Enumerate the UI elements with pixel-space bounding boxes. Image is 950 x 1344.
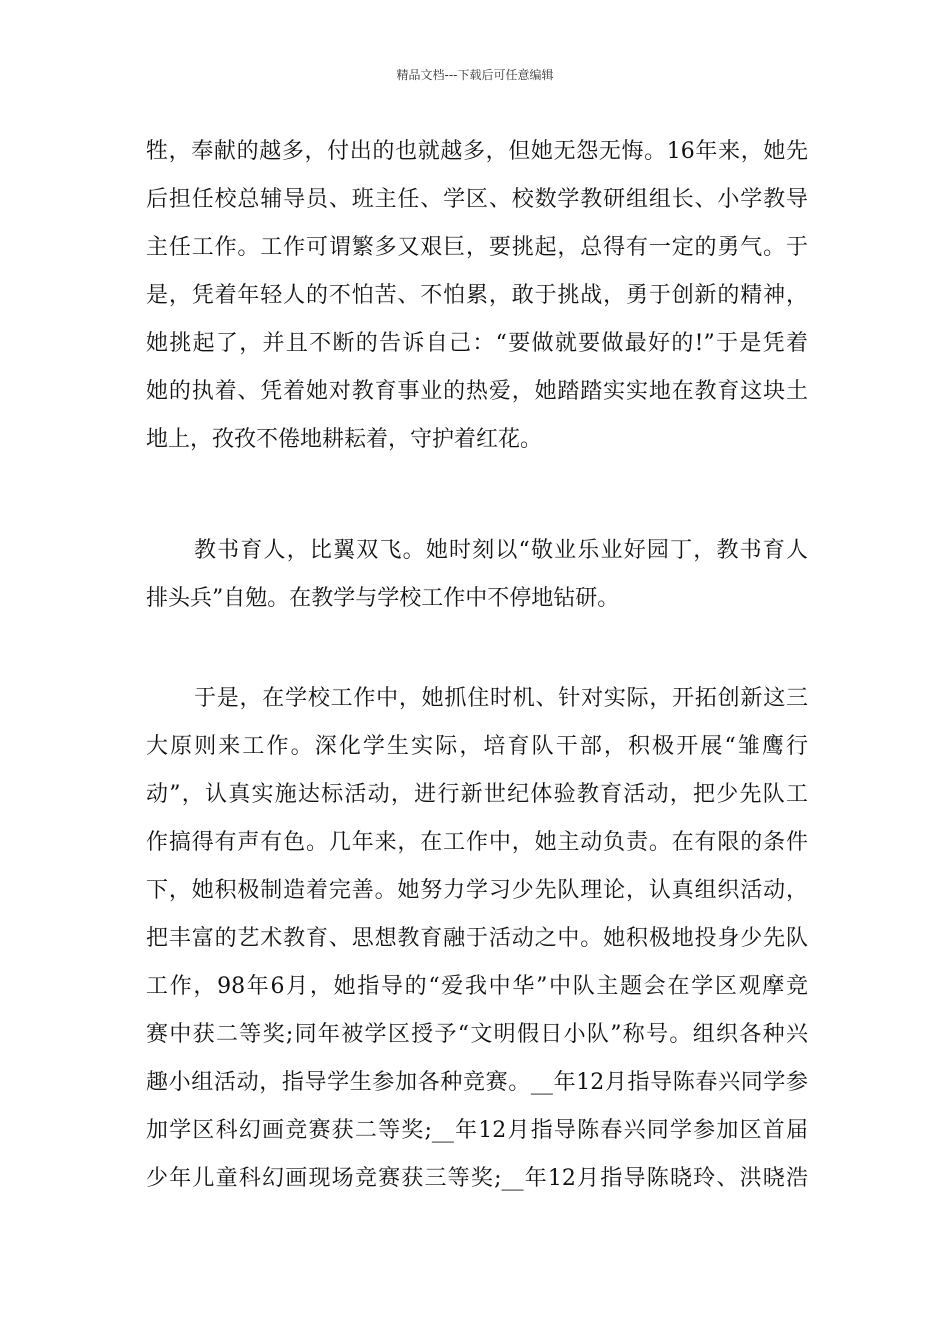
text-line: 少年儿童科幻画现场竞赛获三等奖;__年12月指导陈晓玲、洪晓浩 [146,1166,808,1191]
text-line: 赛中获二等奖;同年被学区授予“文明假日小队”称号。组织各种兴 [146,1022,808,1047]
text-line: 把丰富的艺术教育、思想教育融于活动之中。她积极地投身少先队 [146,926,808,951]
page-header: 精品文档---下载后可任意编辑 [396,68,554,82]
text-line: 地上，孜孜不倦地耕耘着，守护着红花。 [146,427,543,452]
text-line: 大原则来工作。深化学生实际，培育队干部，积极开展“雏鹰行 [146,734,808,759]
text-line: 后担任校总辅导员、班主任、学区、校数学教研组组长、小学教导 [146,187,808,212]
text-line: 排头兵”自勉。在教学与学校工作中不停地钻研。 [146,586,620,611]
text-line: 她的执着、凭着她对教育事业的热爱，她踏踏实实地在教育这块土 [146,379,808,404]
text-line: 于是，在学校工作中，她抓住时机、针对实际，开拓创新这三 [194,686,808,711]
text-line: 下，她积极制造着完善。她努力学习少先队理论，认真组织活动， [146,878,808,903]
text-line: 加学区科幻画竞赛获二等奖;__年12月指导陈春兴同学参加区首届 [146,1118,808,1143]
text-line: 教书育人，比翼双飞。她时刻以“敬业乐业好园丁，教书育人 [194,538,808,563]
text-line: 是，凭着年轻人的不怕苦、不怕累，敢于挑战，勇于创新的精神， [146,283,808,308]
text-line: 她挑起了，并且不断的告诉自己：“要做就要做最好的!”于是凭着 [146,331,808,356]
text-line: 趣小组活动，指导学生参加各种竞赛。__年12月指导陈春兴同学参 [146,1070,808,1095]
text-line: 作搞得有声有色。几年来，在工作中，她主动负责。在有限的条件 [146,830,808,855]
text-line: 工作，98年6月，她指导的“爱我中华”中队主题会在学区观摩竞 [146,974,808,999]
text-line: 牲，奉献的越多，付出的也就越多，但她无怨无悔。16年来，她先 [146,139,808,164]
text-line: 主任工作。工作可谓繁多又艰巨，要挑起，总得有一定的勇气。于 [146,235,808,260]
text-line: 动”，认真实施达标活动，进行新世纪体验教育活动，把少先队工 [146,782,808,807]
